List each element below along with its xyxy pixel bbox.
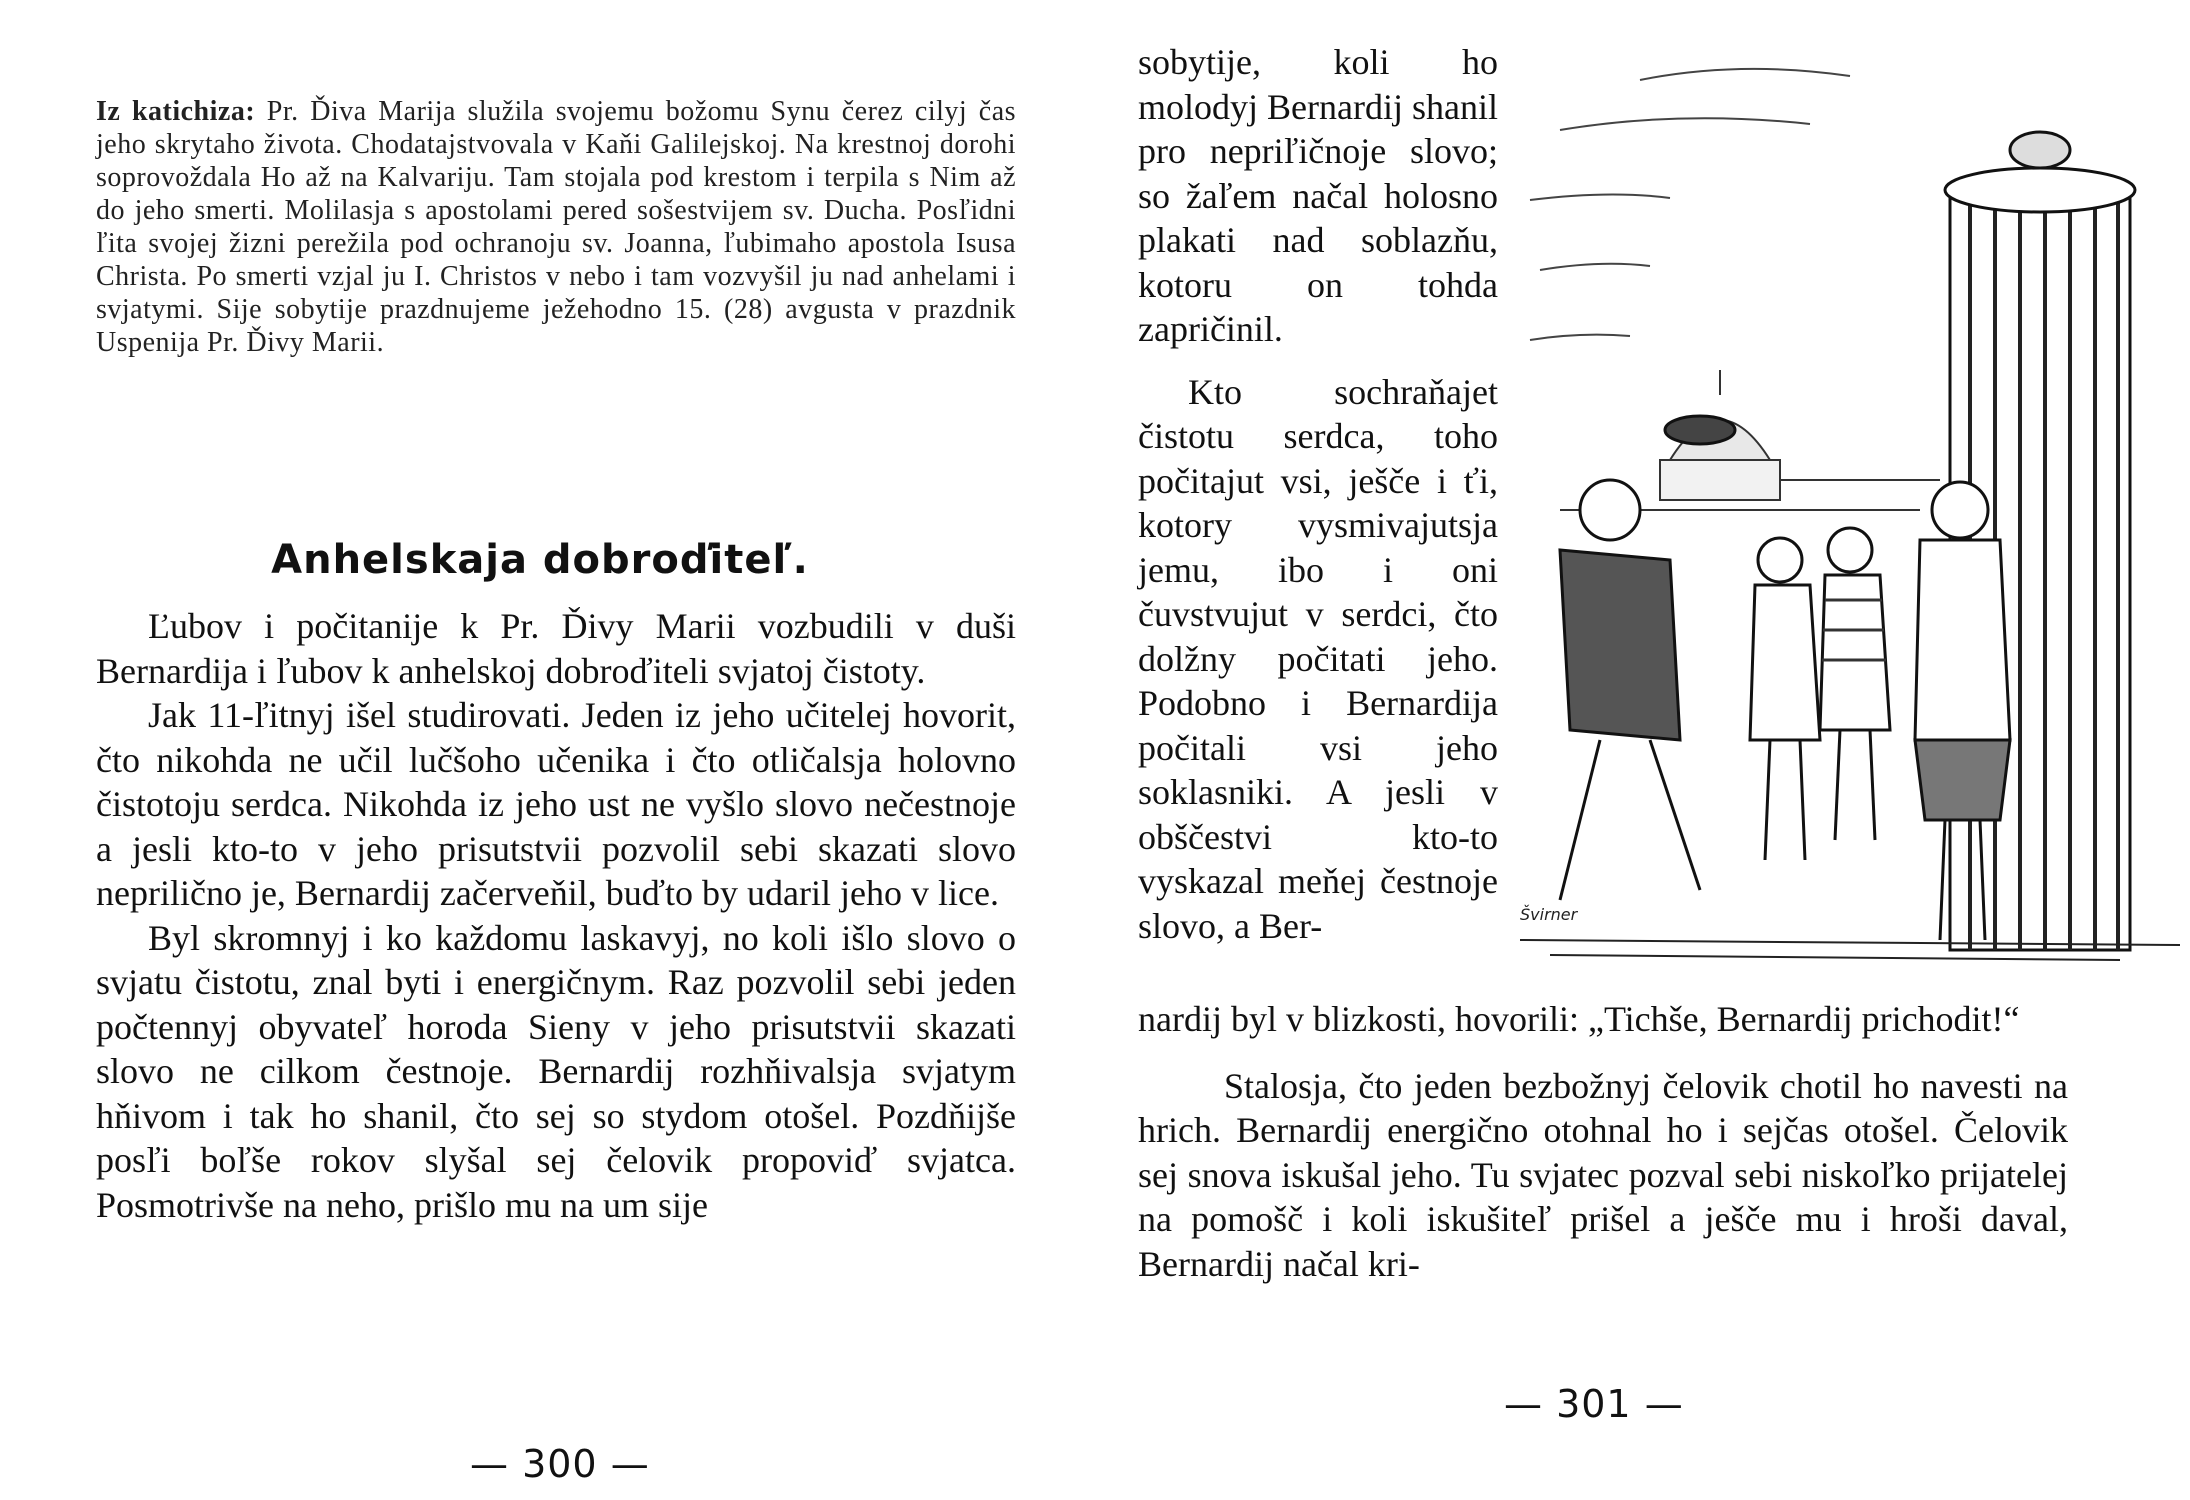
catechism-text: Pr. Ďiva Marija služila svojemu božomu Synu čerez cilyj čas jeho skrytaho života. Chodatajstvovala v Kaňi Galilejskoj. Na krestnoj dorohi soprovoždala Ho až na Kalvariju. Tam stojala pod krestom i terpila s Nim až do jeho smerti. Molilasja s apostolami pered sošestvijem sv. Ducha. Posľidni ľita svojej žizni perežila pod ochranoju sv. Joanna, ľubimaho apostola Isusa Christa. Po smerti vzjal ju I. Christos v nebo i tam vozvyšil ju nad anhelami i svjatymi. Sije sobytije prazdnujeme ježehodno 15. (28) avgusta v prazdnik Uspenija Pr. Ďivy Marii. <box>96 96 1017 358</box>
catechism-block <box>96 95 1016 359</box>
paragraph: Ľubov i počitanije k Pr. Ďivy Marii vozbudili v duši Bernardija i ľubov k anhelskoj dobroďiteli svjatoj čistoty. <box>96 606 1016 691</box>
illustration-signature: Švirner <box>1520 905 1578 924</box>
right-page <box>1100 0 2190 1500</box>
catechism-heading: Iz katichiza: <box>96 96 256 127</box>
paragraph-continuation: nardij byl v blizkosti, hovorili: „Tichše, Bernardij prichodit!“ <box>1138 999 2020 1039</box>
left-body <box>96 604 1016 1227</box>
paragraph: Stalosja, čto jeden bezbožnyj čelovik chotil ho navesti na hrich. Bernardij energično otohnal ho i sejčas otošel. Čelovik sej snova iskušal jeho. Tu svjatec pozval sebi niskoľko prijatelej na pomošč i koli iskušiteľ prišel a ješče mu i hroši daval, Bernardij načal kri- <box>1138 1065 2068 1284</box>
paragraph: Kto sochraňajet čistotu serdca, toho počitajut vsi, ješče i ťi, kotory vysmivajutsja jemu, ibo i oni čuvstvujut v serdci, čto dolžny počitati jeho. Podobno i Bernardija počitali vsi jeho soklasniki. A jesli v obščestvi kto-to vyskazal meňej čestnoje slovo, a Ber- <box>1138 371 1498 946</box>
paragraph: Jak 11-ľitnyj išel studirovati. Jeden iz jeho učitelej hovorit, čto nikohda ne učil lučšoho učenika i čto otličalsja holovno čistotoju serdca. Nikohda iz jeho ust ne vyšlo slovo nečestnoje a jesli kto-to v jeho prisutstvii pozvolil sebi skazati slovo neprilično je, Bernardij začerveňil, buďto by udaril jeho v lice. <box>96 695 1016 913</box>
paragraph: Byl skromnyj i ko každomu laskavyj, no koli išlo slovo o svjatu čistotu, znal byti i energičnym. Raz pozvolil sebi jeden počtennyj obyvateľ horoda Sieny v jeho prisutstvii skazati slovo ne cilkom čestnoje. Bernardij rozhňivalsja svjatym hňivom i tak ho shanil, čto sej so stydom otošel. Pozdňijše posľi boľše rokov slyšal sej čelovik propoviď svjatca. Posmotrivše na neho, prišlo mu na um sije <box>96 917 1016 1225</box>
right-full-text <box>1138 997 2068 1286</box>
page-number-right: — 301 — <box>1504 1382 1684 1426</box>
right-column-text <box>1138 40 1498 948</box>
paragraph: sobytije, koli ho molodyj Bernardij shanil pro nepriľičnoje slovo; so žaľem načal holosno plakati nad soblazňu, kotoru on tohda zapričinil. <box>1138 42 1498 349</box>
illustration-boys-by-column <box>1520 40 2180 970</box>
page-number-left: — 300 — <box>470 1442 650 1486</box>
left-page <box>0 0 1080 1500</box>
section-heading: Anhelskaja dobroďiteľ. <box>271 537 809 583</box>
